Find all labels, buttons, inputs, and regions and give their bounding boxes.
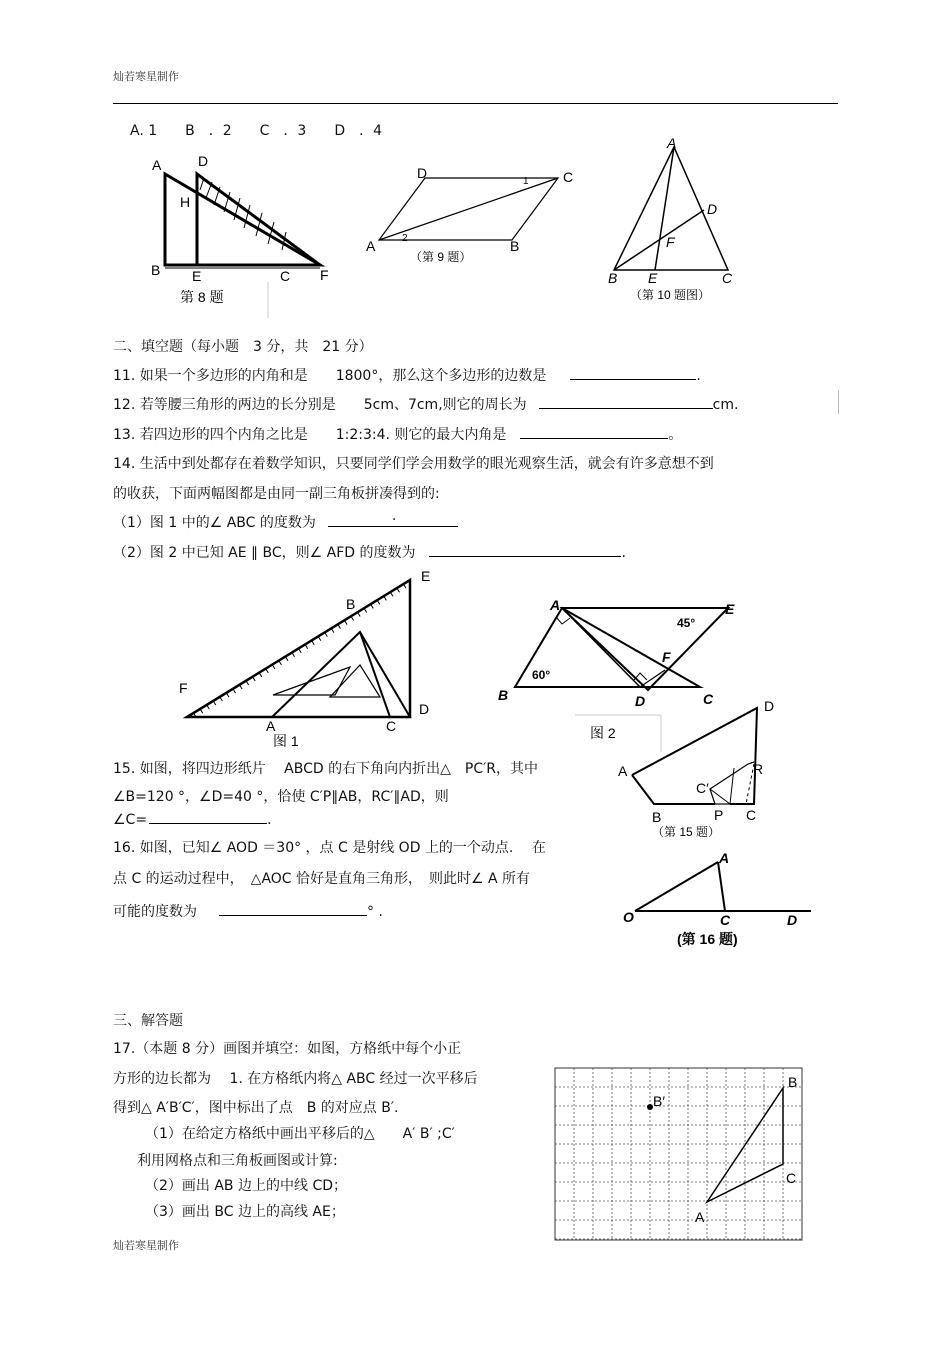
fig14-1-label-d: D xyxy=(419,701,430,717)
fig10-label-b: B xyxy=(608,270,618,286)
q12-text: 12. 若等腰三角形的两边的长分别是 5cm、7cm,则它的周长为 xyxy=(113,397,527,413)
fig17-label-b-prime: B′ xyxy=(653,1093,665,1109)
fig16-caption: (第 16 题) xyxy=(677,931,738,947)
fig14-1-label-f: F xyxy=(179,680,188,696)
q16-answer-blank[interactable] xyxy=(219,914,367,916)
fig8-label-c: C xyxy=(280,268,291,284)
q14-sub2-text: （2）图 2 中已知 AE ∥ BC，则∠ AFD 的度数为 xyxy=(113,545,416,561)
q17-sub2: （2）画出 AB 边上的中线 CD； xyxy=(145,1178,347,1194)
fig10-label-d: D xyxy=(707,201,718,217)
q11-text: 11. 如果一个多边形的内角和是 1800°，那么这个多边形的边数是 xyxy=(113,368,547,384)
fig15-label-r: R xyxy=(753,761,764,777)
fig17-label-b: B xyxy=(788,1074,798,1090)
fig8-label-b: B xyxy=(151,262,161,278)
section-2-title: 二、填空题（每小题 3 分，共 21 分） xyxy=(113,339,373,355)
q14-sub1-answer-blank[interactable] xyxy=(328,508,458,527)
question-12 xyxy=(113,394,738,414)
q11-answer-blank[interactable] xyxy=(570,378,696,380)
fig14-1-caption: 图 1 xyxy=(273,733,299,749)
fig14-1-label-b: B xyxy=(346,596,356,612)
q17-sub3: （3）画出 BC 边上的高线 AE； xyxy=(145,1204,345,1220)
fig9-label-b: B xyxy=(510,238,520,254)
fig14-1-label-a: A xyxy=(266,718,276,734)
q14-sub2 xyxy=(113,542,626,562)
q13-end: 。 xyxy=(668,427,683,443)
q17-line2: 方形的边长都为 1. 在方格纸内将△ ABC 经过一次平移后 xyxy=(113,1071,478,1087)
q15-end: . xyxy=(267,812,272,828)
fig14-2-label-d: D xyxy=(635,693,646,709)
page-header: 灿若寒星制作 xyxy=(113,70,179,83)
figure-15 xyxy=(612,692,787,842)
fig14-2-caption: 图 2 xyxy=(590,725,616,741)
question-11 xyxy=(113,365,701,385)
fig14-1-label-e: E xyxy=(421,568,431,584)
fig16-label-a: A xyxy=(719,850,730,866)
fig15-label-d: D xyxy=(764,698,775,714)
fig10-label-c: C xyxy=(722,270,733,286)
fig14-2-label-c: C xyxy=(703,691,714,707)
fig10-label-f: F xyxy=(666,234,675,250)
fig9-angle-2: 2 xyxy=(402,233,408,244)
fig8-label-h: H xyxy=(180,194,191,210)
q15-line3 xyxy=(113,812,272,828)
figure-10 xyxy=(600,135,740,305)
fig10-caption: （第 10 题图） xyxy=(630,288,711,302)
fig14-2-angle-60: 60° xyxy=(532,668,551,682)
margin-mark xyxy=(838,390,839,414)
fig16-label-c: C xyxy=(720,912,731,928)
fig15-label-a: A xyxy=(618,763,628,779)
answer-options: A. 1 B ．2 C ．3 D ．4 xyxy=(130,123,383,139)
q14-sub2-answer-blank[interactable] xyxy=(429,555,621,557)
q14-sub2-end: . xyxy=(621,545,626,561)
fig16-label-o: O xyxy=(623,909,634,925)
q17-sub1: （1）在给定方格纸中画出平移后的△ A′ B′ ;C′ xyxy=(145,1126,455,1142)
q15-line2: ∠B=120 °，∠D=40 °，恰使 C′P∥AB，RC′∥AD，则 xyxy=(113,789,449,805)
figure-16 xyxy=(615,845,820,955)
fig9-label-d: D xyxy=(417,165,428,181)
header-rule xyxy=(113,103,838,104)
q14-line1: 14. 生活中到处都存在着数学知识，只要同学们学会用数学的眼光观察生活，就会有许多意想不到 xyxy=(113,456,714,472)
figure-17-grid xyxy=(550,1063,810,1248)
fig14-2-label-b: B xyxy=(498,687,509,703)
q15-line1: 15. 如图，将四边形纸片 ABCD 的右下角向内折出△ PC′R，其中 xyxy=(113,761,538,777)
fig9-label-a: A xyxy=(366,238,376,254)
q13-text: 13. 若四边形的四个内角之比是 1:2:3:4. 则它的最大内角是 xyxy=(113,427,507,443)
question-13 xyxy=(113,424,682,444)
q16-line3-text: 可能的度数为 xyxy=(113,904,197,920)
fig15-label-c-prime: C′ xyxy=(696,780,709,796)
fig8-label-e: E xyxy=(192,268,202,284)
q16-line3 xyxy=(113,901,383,921)
q14-sub1 xyxy=(113,508,458,532)
fig9-caption: （第 9 题） xyxy=(410,250,472,264)
figure-14-1 xyxy=(175,565,450,755)
q11-end: . xyxy=(696,368,701,384)
fig9-angle-1: 1 xyxy=(523,176,529,187)
fig14-1-label-c: C xyxy=(386,718,397,734)
q14-sub1-dot: . xyxy=(391,508,397,524)
figure-8 xyxy=(140,150,340,320)
fig15-label-p: P xyxy=(714,807,724,823)
q13-answer-blank[interactable] xyxy=(520,437,668,439)
q17-sub1b: 利用网格点和三角板画图或计算: xyxy=(137,1153,338,1169)
fig8-label-a: A xyxy=(152,157,162,173)
fig15-caption: （第 15 题） xyxy=(652,825,721,839)
q12-end: cm. xyxy=(712,397,739,413)
fig8-label-d: D xyxy=(198,153,209,169)
fig16-label-d: D xyxy=(787,912,798,928)
fig14-2-label-a: A xyxy=(550,597,561,613)
fig8-label-f: F xyxy=(320,267,329,283)
fig10-label-e: E xyxy=(648,270,658,286)
q15-answer-blank[interactable] xyxy=(149,822,267,824)
figure-9 xyxy=(360,165,590,270)
section-3-title: 三、解答题 xyxy=(113,1013,183,1029)
fig15-label-b: B xyxy=(652,809,662,825)
fig10-label-a: A xyxy=(667,135,677,151)
fig14-2-label-e: E xyxy=(725,601,735,617)
fig17-label-c: C xyxy=(786,1170,797,1186)
q16-line2: 点 C 的运动过程中， △AOC 恰好是直角三角形， 则此时∠ A 所有 xyxy=(113,871,531,887)
q15-line3-text: ∠C= xyxy=(113,812,148,828)
fig14-2-angle-45: 45° xyxy=(677,616,696,630)
fig17-label-a: A xyxy=(695,1209,705,1225)
q17-line1: 17.（本题 8 分）画图并填空：如图，方格纸中每个小正 xyxy=(113,1041,462,1057)
q12-answer-blank[interactable] xyxy=(539,407,713,409)
q14-sub1-text: （1）图 1 中的∠ ABC 的度数为 xyxy=(113,515,316,531)
fig14-2-label-f: F xyxy=(662,649,671,665)
fig15-label-c: C xyxy=(746,807,757,823)
fig9-label-c: C xyxy=(563,169,574,185)
q16-line1: 16. 如图，已知∠ AOD ＝30° ，点 C 是射线 OD 上的一个动点. 在 xyxy=(113,840,546,856)
q16-end: ° . xyxy=(367,904,383,920)
q14-line2: 的收获，下面两幅图都是由同一副三角板拼凑得到的: xyxy=(113,486,440,502)
q17-line3: 得到△ A′B′C′，图中标出了点 B 的对应点 B′. xyxy=(113,1100,399,1116)
page-footer: 灿若寒星制作 xyxy=(113,1239,179,1252)
fig8-caption: 第 8 题 xyxy=(180,289,224,305)
